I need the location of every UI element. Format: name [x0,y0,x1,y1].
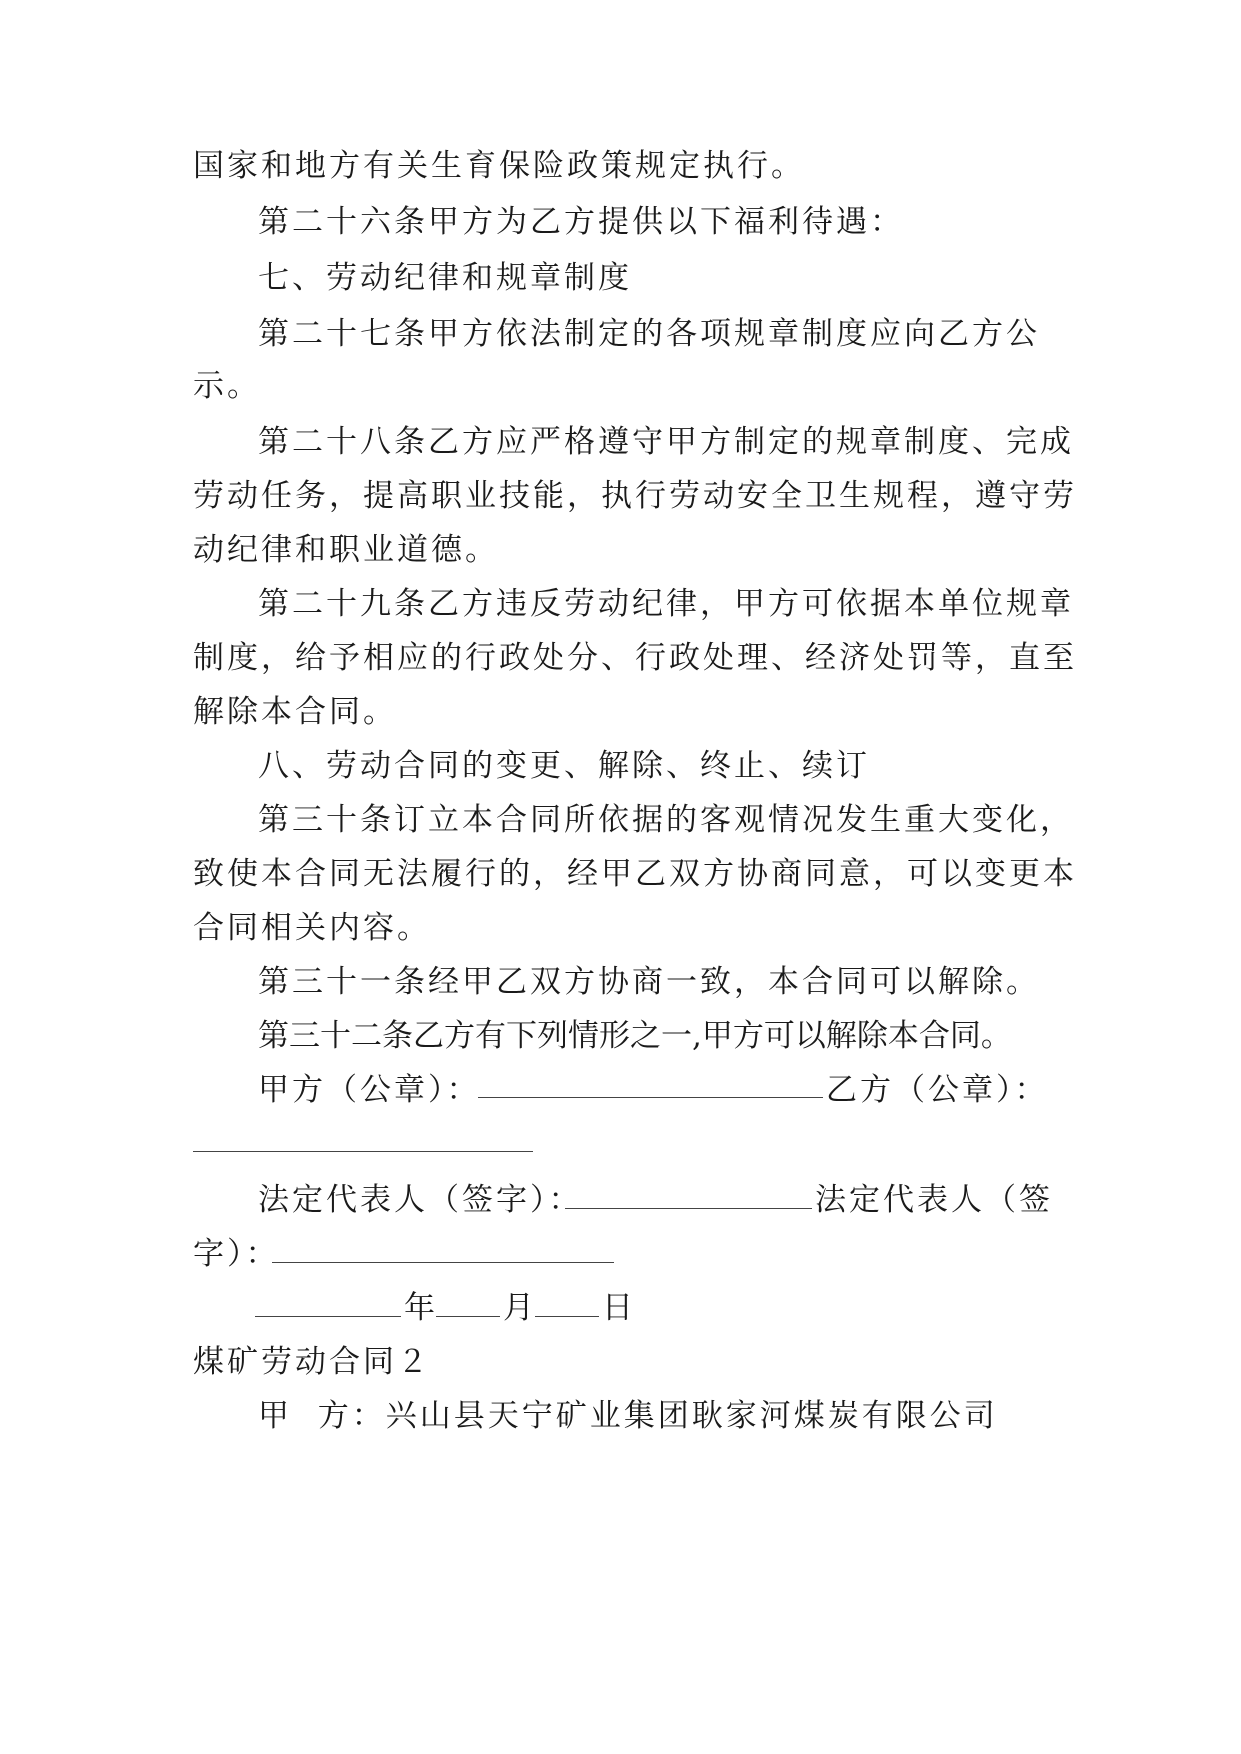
text-line: 第三十二条乙方有下列情形之一,甲方可以解除本合同。 [258,1018,1012,1054]
text-line: 致使本合同无法履行的，经甲乙双方协商同意，可以变更本 [193,856,1077,892]
section-heading: 七、劳动纪律和规章制度 [258,260,632,296]
text-line: 示。 [193,368,261,404]
text-line: 第三十条订立本合同所依据的客观情况发生重大变化， [258,802,1074,838]
date-day-label: 日 [602,1290,636,1326]
date-month-label: 月 [503,1290,537,1326]
party-a-rep-blank [565,1208,812,1209]
party-a-seal-label: 甲方（公章）： [258,1072,481,1108]
date-year-blank [255,1316,401,1317]
party-b-rep-label-cont: 字）： [193,1236,280,1272]
text-line: 第二十七条甲方依法制定的各项规章制度应向乙方公 [258,316,1040,352]
contract-title: 煤矿劳动合同２ [193,1344,431,1380]
text-line: 劳动任务，提高职业技能，执行劳动安全卫生规程，遵守劳 [193,478,1077,514]
text-line: 解除本合同。 [193,694,397,730]
text-line: 第三十一条经甲乙双方协商一致，本合同可以解除。 [258,964,1040,1000]
text-line: 动纪律和职业道德。 [193,532,499,568]
party-b-seal-label: 乙方（公章）： [826,1072,1049,1108]
party-b-seal-blank [193,1151,533,1152]
party-b-rep-blank [272,1262,614,1263]
party-a-rep-label: 法定代表人（签字）： [258,1182,583,1218]
text-line: 合同相关内容。 [193,910,431,946]
text-line: 第二十九条乙方违反劳动纪律，甲方可依据本单位规章 [258,586,1074,622]
party-b-rep-label: 法定代表人（签 [815,1182,1053,1218]
text-line: 国家和地方有关生育保险政策规定执行。 [193,148,805,184]
text-line: 第二十八条乙方应严格遵守甲方制定的规章制度、完成 [258,424,1074,460]
text-line: 第二十六条甲方为乙方提供以下福利待遇： [258,204,904,240]
text-line: 制度，给予相应的行政处分、行政处理、经济处罚等，直至 [193,640,1077,676]
section-heading: 八、劳动合同的变更、解除、终止、续订 [258,748,870,784]
date-year-label: 年 [404,1290,438,1326]
date-month-blank [436,1316,500,1317]
date-day-blank [535,1316,599,1317]
contract-party-a: 甲 方：兴山县天宁矿业集团耿家河煤炭有限公司 [258,1398,998,1434]
party-a-seal-blank [478,1097,823,1098]
